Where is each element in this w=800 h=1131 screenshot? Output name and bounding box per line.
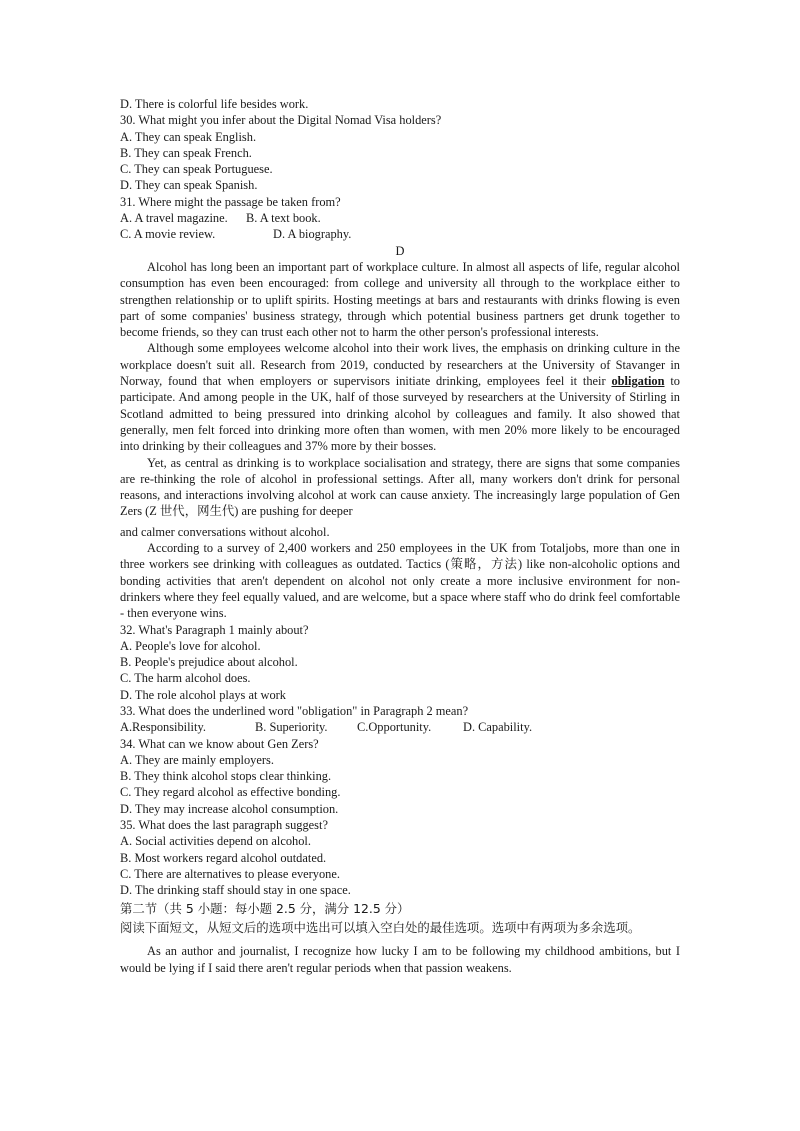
part-2-header: 第二节（共 5 小题：每小题 2.5 分，满分 12.5 分）: [120, 900, 410, 916]
p2-text-after: to participate. And among people in the UK, half of those surveyed by researchers at the University of Stirling in Scotland admitted to being pressured into drinking alcohol by colleagues and family. It also showed that generally, men felt forced into drinking more often than women, with men 20% more likely to be encouraged into drinking by their colleagues and 37% more by their bosses.: [120, 374, 680, 454]
q32-stem: 32. What's Paragraph 1 mainly about?: [120, 622, 309, 637]
q34-option-b: B. They think alcohol stops clear thinking.: [120, 769, 332, 784]
q32-option-c: C. The harm alcohol does.: [120, 671, 251, 686]
q31-option-d: D. A biography.: [273, 227, 352, 242]
q34-option-a: A. They are mainly employers.: [120, 752, 274, 767]
q35-stem: 35. What does the last paragraph suggest?: [120, 818, 328, 833]
q30-option-a: A. They can speak English.: [120, 129, 257, 144]
p2-text-before: Although some employees welcome alcohol into their work lives, the emphasis on drinking culture in the workplace doesn't suit all. Research from 2019, conducted by researchers at the University of Stavanger in Norway, found that when employers or supervisors initiate drinking, employees feel it their: [120, 341, 680, 389]
q32-option-b: B. People's prejudice about alcohol.: [120, 655, 298, 670]
q34-stem: 34. What can we know about Gen Zers?: [120, 736, 319, 751]
passage-paragraph-3: Yet, as central as drinking is to workplace socialisation and strategy, there are signs that some companies are re-thinking the role of alcohol in professional settings. After all, many workers don't drink for personal reasons, and interactions involving alcohol at work can cause anxiety. The increasingly large population of Gen Zers (Z 世代，网生代) are pushing for deeper: [120, 455, 680, 519]
passage-paragraph-1: Alcohol has long been an important part of workplace culture. In almost all aspects of life, regular alcohol consumption has even been encouraged: from college and university all through to the workplace either to strengthen relationship or to uplift spirits. Hosting meetings at bars and restaurants with drinks flowing is even part of some companies' business strategy, through which potential business partners get drunk together to become friends, so they can trust each other not to harm the other person's professional interests.: [120, 259, 680, 340]
q35-option-a: A. Social activities depend on alcohol.: [120, 834, 311, 849]
q31-options-row-2: [120, 226, 680, 242]
q35-option-d: D. The drinking staff should stay in one space.: [120, 883, 351, 898]
passage-paragraph-3-tail: and calmer conversations without alcohol.: [120, 524, 330, 539]
q33-options-row: [120, 719, 680, 735]
q30-option-b: B. They can speak French.: [120, 145, 252, 160]
q31-options-row-1: [120, 210, 680, 226]
q33-option-b: B. Superiority.: [255, 720, 328, 735]
q30-option-d: D. They can speak Spanish.: [120, 178, 258, 193]
q31-option-a: A. A travel magazine.: [120, 211, 228, 226]
q30-option-c: C. They can speak Portuguese.: [120, 162, 273, 177]
q31-option-b: B. A text book.: [246, 211, 321, 226]
q33-stem: 33. What does the underlined word "obligation" in Paragraph 2 mean?: [120, 703, 469, 718]
exam-page: [120, 96, 680, 977]
section-label-d: D: [395, 243, 405, 258]
underlined-word-obligation: obligation: [611, 374, 665, 389]
q33-option-d: D. Capability.: [463, 720, 533, 735]
q31-stem: 31. Where might the passage be taken from?: [120, 194, 341, 209]
q33-option-c: C.Opportunity.: [357, 720, 432, 735]
q33-option-a: A.Responsibility.: [120, 720, 206, 735]
q29-option-d: D. There is colorful life besides work.: [120, 97, 309, 111]
part-2-passage-paragraph: As an author and journalist, I recognize how lucky I am to be following my childhood ambitions, but I would be lying if I said there aren't regular periods when that passion weakens.: [120, 943, 680, 975]
q30-stem: 30. What might you infer about the Digital Nomad Visa holders?: [120, 113, 442, 128]
passage-paragraph-2: [120, 340, 680, 454]
q35-option-c: C. There are alternatives to please everyone.: [120, 866, 340, 881]
q34-option-d: D. They may increase alcohol consumption.: [120, 801, 339, 816]
q32-option-d: D. The role alcohol plays at work: [120, 687, 286, 702]
passage-paragraph-4: According to a survey of 2,400 workers and 250 employees in the UK from Totaljobs, more than one in three workers see drinking with colleagues as outdated. Tactics (策略，方法) like non-alcoholic options and bonding activities that aren't dependent on alcohol not only create a more inclusive environment for non-drinkers where they feel equally valued, and are welcome, but a space where staff who do drink feel comfortable - then everyone wins.: [120, 541, 680, 621]
q31-option-c: C. A movie review.: [120, 227, 216, 242]
q35-option-b: B. Most workers regard alcohol outdated.: [120, 850, 327, 865]
part-2-instructions: 阅读下面短文，从短文后的选项中选出可以填入空白处的最佳选项。选项中有两项为多余选项。: [120, 919, 641, 935]
q34-option-c: C. They regard alcohol as effective bonding.: [120, 785, 341, 800]
q32-option-a: A. People's love for alcohol.: [120, 638, 261, 653]
